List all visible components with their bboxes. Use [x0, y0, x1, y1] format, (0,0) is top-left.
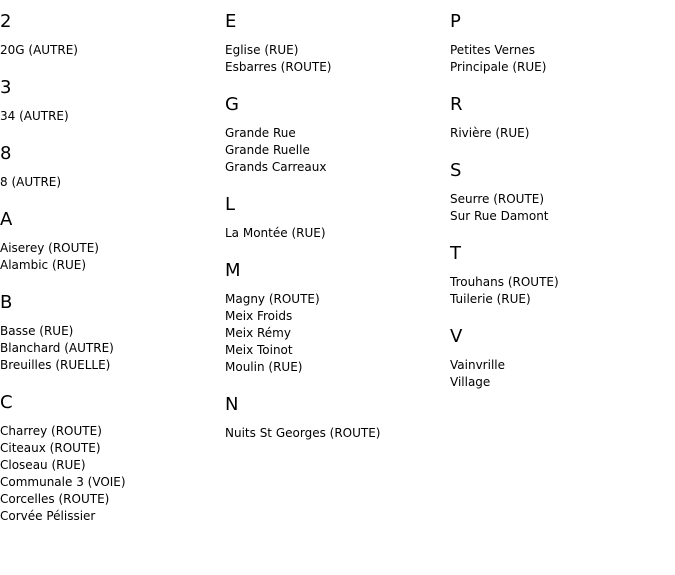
letter-heading: P [450, 11, 461, 32]
street-link[interactable]: Communale 3 (VOIE) [0, 475, 126, 489]
street-link[interactable]: Corcelles (ROUTE) [0, 492, 110, 506]
index-column-2 [225, 0, 445, 442]
street-list [450, 42, 670, 76]
street-list [225, 225, 445, 242]
street-link[interactable]: Seurre (ROUTE) [450, 192, 545, 206]
letter-group [225, 260, 445, 376]
letter-heading: M [225, 260, 241, 281]
street-link[interactable]: Moulin (RUE) [225, 360, 303, 374]
street-list [225, 291, 445, 376]
letter-heading: A [0, 209, 13, 230]
street-list [0, 323, 220, 374]
letter-group [225, 11, 445, 76]
street-link[interactable]: Citeaux (ROUTE) [0, 441, 101, 455]
street-link[interactable]: Nuits St Georges (ROUTE) [225, 426, 381, 440]
street-link[interactable]: Charrey (ROUTE) [0, 424, 102, 438]
street-list [0, 174, 220, 191]
street-link[interactable]: Rivière (RUE) [450, 126, 530, 140]
street-link[interactable]: 8 (AUTRE) [0, 175, 62, 189]
letter-heading: N [225, 394, 239, 415]
street-link[interactable]: 34 (AUTRE) [0, 109, 69, 123]
letter-group [225, 394, 445, 442]
letter-heading: B [0, 292, 13, 313]
letter-heading: V [450, 326, 463, 347]
street-list [225, 42, 445, 76]
street-link[interactable]: Vainvrille [450, 358, 505, 372]
letter-group [450, 94, 670, 142]
letter-heading: 3 [0, 77, 12, 98]
street-list [0, 423, 220, 525]
street-link[interactable]: Magny (ROUTE) [225, 292, 320, 306]
letter-heading: S [450, 160, 462, 181]
letter-heading: E [225, 11, 237, 32]
letter-group [225, 194, 445, 242]
street-link[interactable]: La Montée (RUE) [225, 226, 326, 240]
letter-group [450, 160, 670, 225]
street-link[interactable]: Blanchard (AUTRE) [0, 341, 114, 355]
letter-group [0, 392, 220, 525]
street-link[interactable]: Trouhans (ROUTE) [450, 275, 559, 289]
letter-group [0, 143, 220, 191]
street-list [450, 274, 670, 308]
street-link[interactable]: 20G (AUTRE) [0, 43, 78, 57]
street-link[interactable]: Closeau (RUE) [0, 458, 86, 472]
street-link[interactable]: Grande Rue [225, 126, 296, 140]
street-list [450, 191, 670, 225]
street-link[interactable]: Basse (RUE) [0, 324, 74, 338]
street-link[interactable]: Alambic (RUE) [0, 258, 87, 272]
street-link[interactable]: Aiserey (ROUTE) [0, 241, 99, 255]
street-link[interactable]: Meix Froids [225, 309, 293, 323]
street-link[interactable]: Grande Ruelle [225, 143, 310, 157]
letter-heading: 8 [0, 143, 12, 164]
street-list [0, 240, 220, 274]
letter-heading: T [450, 243, 461, 264]
letter-group [225, 94, 445, 176]
street-list [225, 125, 445, 176]
street-link[interactable]: Meix Rémy [225, 326, 291, 340]
street-link[interactable]: Meix Toinot [225, 343, 293, 357]
letter-group [0, 11, 220, 59]
street-link[interactable]: Village [450, 375, 491, 389]
letter-heading: L [225, 194, 236, 215]
street-link[interactable]: Sur Rue Damont [450, 209, 549, 223]
street-link[interactable]: Esbarres (ROUTE) [225, 60, 332, 74]
street-link[interactable]: Grands Carreaux [225, 160, 327, 174]
letter-group [0, 292, 220, 374]
letter-group [0, 209, 220, 274]
letter-group [0, 77, 220, 125]
letter-heading: R [450, 94, 463, 115]
street-link[interactable]: Eglise (RUE) [225, 43, 299, 57]
street-list [0, 108, 220, 125]
street-link[interactable]: Principale (RUE) [450, 60, 547, 74]
street-list [450, 357, 670, 391]
index-column-3 [450, 0, 670, 391]
letter-group [450, 11, 670, 76]
street-link[interactable]: Petites Vernes [450, 43, 536, 57]
letter-group [450, 243, 670, 308]
street-link[interactable]: Corvée Pélissier [0, 509, 96, 523]
index-column-1 [0, 0, 220, 525]
letter-heading: C [0, 392, 13, 413]
letter-heading: G [225, 94, 239, 115]
street-list [0, 42, 220, 59]
street-link[interactable]: Breuilles (RUELLE) [0, 358, 111, 372]
letter-group [450, 326, 670, 391]
street-list [450, 125, 670, 142]
letter-heading: 2 [0, 11, 12, 32]
street-link[interactable]: Tuilerie (RUE) [450, 292, 531, 306]
street-list [225, 425, 445, 442]
